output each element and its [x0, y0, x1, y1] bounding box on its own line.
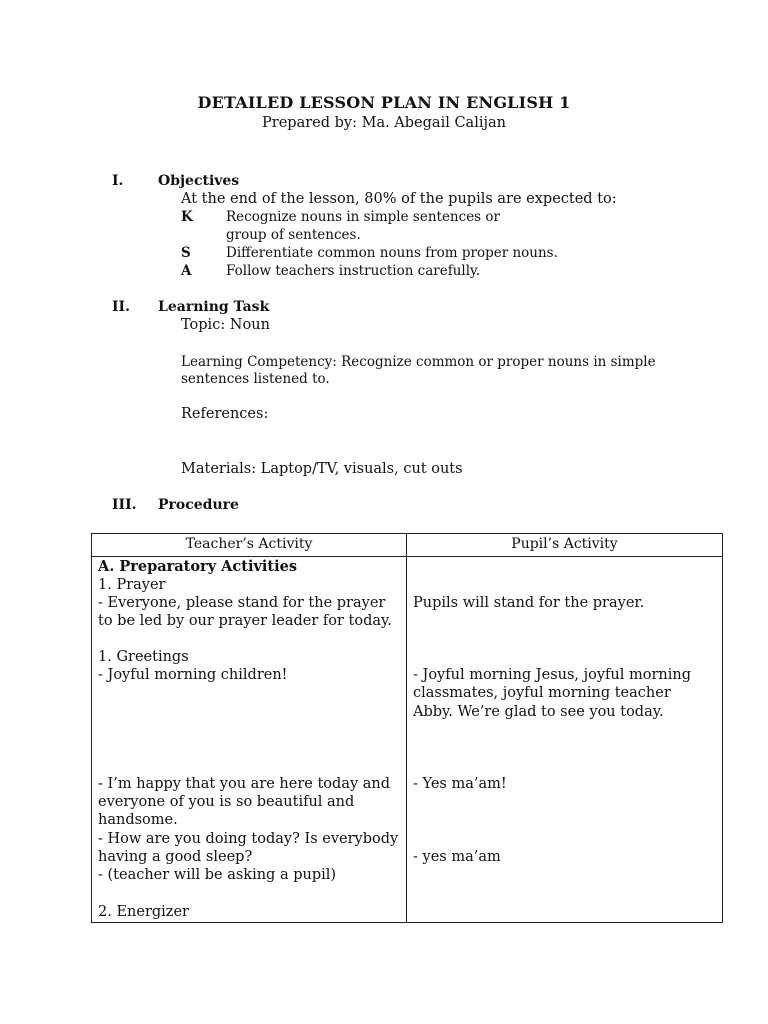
pupil-line: Pupils will stand for the prayer. — [413, 595, 645, 611]
section-numeral-procedure: III. — [112, 497, 137, 513]
document-title: DETAILED LESSON PLAN IN ENGLISH 1 — [197, 93, 571, 112]
pupil-line: Abby. We’re glad to see you today. — [413, 704, 664, 720]
section-numeral-objectives: I. — [112, 173, 124, 189]
pupil-activity-cell — [407, 557, 723, 923]
objective-letter-s: S — [181, 245, 191, 261]
objective-k-line1: Recognize nouns in simple sentences or — [226, 209, 500, 225]
objective-s-text: Differentiate common nouns from proper nouns. — [226, 245, 558, 261]
teacher-line: having a good sleep? — [98, 849, 253, 865]
column-header-teacher: Teacher’s Activity — [92, 534, 407, 557]
section-heading-procedure: Procedure — [158, 497, 239, 513]
section-heading-learning-task: Learning Task — [158, 299, 270, 315]
teacher-line: 1. Greetings — [98, 649, 189, 665]
column-header-pupil: Pupil’s Activity — [407, 534, 723, 557]
teacher-line: - I’m happy that you are here today and — [98, 776, 391, 792]
pupil-line: - yes ma’am — [413, 849, 501, 865]
pupil-line: classmates, joyful morning teacher — [413, 685, 671, 701]
objective-a-text: Follow teachers instruction carefully. — [226, 263, 481, 279]
materials-line: Materials: Laptop/TV, visuals, cut outs — [181, 461, 463, 477]
teacher-activity-cell — [92, 557, 407, 923]
objective-letter-k: K — [181, 209, 193, 225]
section-numeral-learning-task: II. — [112, 299, 130, 315]
topic-line: Topic: Noun — [181, 317, 270, 333]
objective-k-line2: group of sentences. — [226, 227, 361, 243]
competency-line2: sentences listened to. — [181, 371, 330, 387]
objectives-intro: At the end of the lesson, 80% of the pupils are expected to: — [181, 191, 617, 207]
teacher-line: to be led by our prayer leader for today. — [98, 613, 392, 629]
pupil-line: - Joyful morning Jesus, joyful morning — [413, 667, 692, 683]
teacher-line: 2. Energizer — [98, 904, 189, 920]
prepared-by: Prepared by: Ma. Abegail Calijan — [262, 115, 506, 131]
objective-letter-a: A — [181, 263, 192, 279]
teacher-line: - Everyone, please stand for the prayer — [98, 595, 386, 611]
competency-line1: Learning Competency: Recognize common or proper nouns in simple — [181, 354, 656, 370]
teacher-line: 1. Prayer — [98, 577, 166, 593]
procedure-table — [91, 533, 723, 923]
teacher-line: everyone of you is so beautiful and — [98, 794, 355, 810]
teacher-line: - (teacher will be asking a pupil) — [98, 867, 337, 883]
teacher-line: - How are you doing today? Is everybody — [98, 831, 399, 847]
pupil-line: - Yes ma’am! — [413, 776, 507, 792]
section-heading-objectives: Objectives — [158, 173, 240, 189]
references-line: References: — [181, 406, 269, 422]
teacher-line: - Joyful morning children! — [98, 667, 288, 683]
teacher-line: A. Preparatory Activities — [98, 558, 297, 575]
teacher-line: handsome. — [98, 812, 178, 828]
